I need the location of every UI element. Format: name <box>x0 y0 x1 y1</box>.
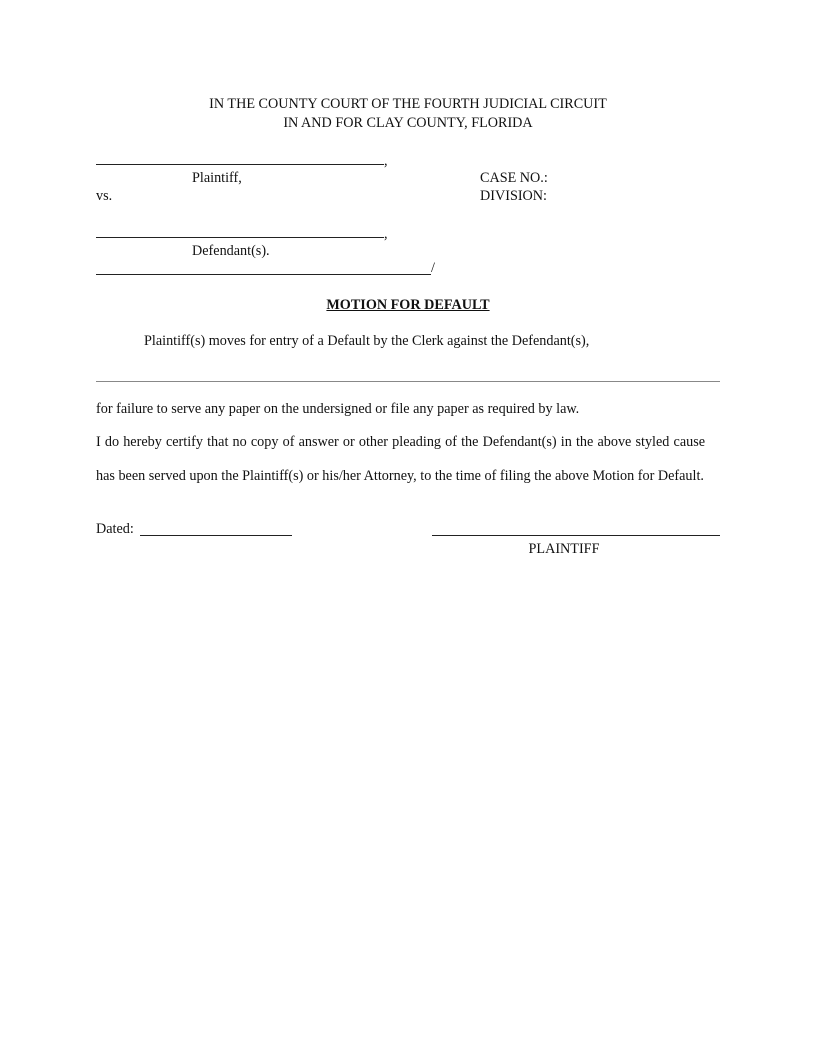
case-no-label: CASE NO.: <box>480 170 548 186</box>
court-header-line1: IN THE COUNTY COURT OF THE FOURTH JUDICIAL CIRCUIT <box>209 96 607 112</box>
caption-end-slash: / <box>431 260 435 276</box>
plaintiff-signature-label: PLAINTIFF <box>528 541 600 557</box>
defendant-label: Defendant(s). <box>192 243 270 259</box>
plaintiff-signature-line[interactable] <box>432 535 720 536</box>
document-title: MOTION FOR DEFAULT <box>326 297 490 313</box>
plaintiff-label: Plaintiff, <box>192 170 242 186</box>
motion-paragraph-1: Plaintiff(s) moves for entry of a Default by the Clerk against the Defendant(s), <box>144 333 590 349</box>
court-header-line2: IN AND FOR CLAY COUNTY, FLORIDA <box>283 115 533 131</box>
certification-line-2: has been served upon the Plaintiff(s) or his/her Attorney, to the time of filing the above Motion for Default. <box>96 468 704 484</box>
division-label: DIVISION: <box>480 188 547 204</box>
date-blank[interactable] <box>140 535 292 536</box>
vs-label: vs. <box>96 188 113 204</box>
dated-label: Dated: <box>96 521 134 537</box>
certification-line-1 <box>96 435 720 449</box>
motion-paragraph-2: for failure to serve any paper on the undersigned or file any paper as required by law. <box>96 401 580 417</box>
caption-end-line <box>96 274 431 275</box>
certification-line-1-text: I do hereby certify that no copy of answer or other pleading of the Defendant(s) in the above styled cause <box>96 434 706 450</box>
defendant-name-blank[interactable] <box>96 237 384 238</box>
plaintiff-comma: , <box>384 153 388 169</box>
plaintiff-name-blank[interactable] <box>96 164 384 165</box>
defendant-names-blank[interactable] <box>96 381 720 382</box>
defendant-comma: , <box>384 226 388 242</box>
